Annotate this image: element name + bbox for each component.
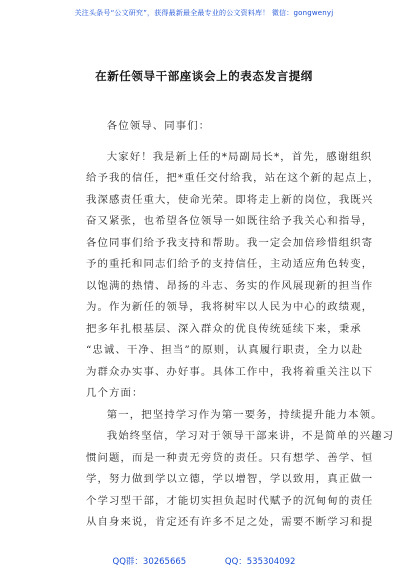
text-line: 大家好！我是新上任的*局副局长*，首先，感谢组织 [106,150,373,163]
footer-contact [0,555,408,567]
text-line: 学，努力做到学以立德，学以增智，学以致用，真正做一 [86,473,374,485]
document-body [86,116,395,534]
text-line: “忠诚、干净、担当”的原则，认真履行职责，全力以赴 [86,344,364,356]
text-line: 予的重托和同志们给予的支持信任，主动适应角色转变， [86,258,374,270]
text-line: 为。作为新任的领导，我将树牢以人民为中心的政绩观， [86,301,374,313]
document-title: 在新任领导干部座谈会上的表态发言提纲 [95,69,313,83]
text-line: 我深感责任重大，使命光荣。即将走上新的岗位，我既兴 [86,193,374,206]
text-line: 惯问题，而是一种责无旁贷的责任。只有想学、善学、恒 [86,451,374,464]
footer-qq: QQ：535304092 [224,557,296,567]
text-line: 以饱满的热情、昂扬的斗志、务实的作风展现新的担当作 [86,279,374,292]
text-line: 我始终坚信，学习对于领导干部来讲，不是简单的兴趣习 [106,430,395,442]
text-line: 为群众办实事、办好事。具体工作中，我将着重关注以下 [86,365,374,378]
header-banner: 关注头条号“公文研究”，获得最新最全最专业的公文资料库！ 微信：gongwenyj [74,9,334,17]
text-line: 把多年扎根基层、深入群众的优良传统延续下来，秉承 [86,322,362,335]
text-line: 给予我的信任，把*重任交付给我，站在这个新的起点上， [86,172,380,184]
paragraph-gap [86,138,344,147]
text-line: 各位同事们给予我支持和帮助。我一定会加倍珍惜组织寄 [86,236,374,249]
text-line: 从自身来说，肯定还有许多不足之处，需要不断学习和提 [86,516,374,528]
text-line: 各位领导、同事们： [106,120,211,132]
text-line: 几个方面： [86,387,144,399]
footer-qq-group: QQ群：30265665 [112,557,187,567]
text-line: 奋又紧张，也希望各位领导一如既往给予我关心和指导， [86,215,374,227]
text-line: 个学习型干部，才能切实担负起时代赋予的沉甸甸的责任 [86,494,374,507]
text-line: 第一，把坚持学习作为第一要务，持续提升能力本领。 [106,408,383,421]
